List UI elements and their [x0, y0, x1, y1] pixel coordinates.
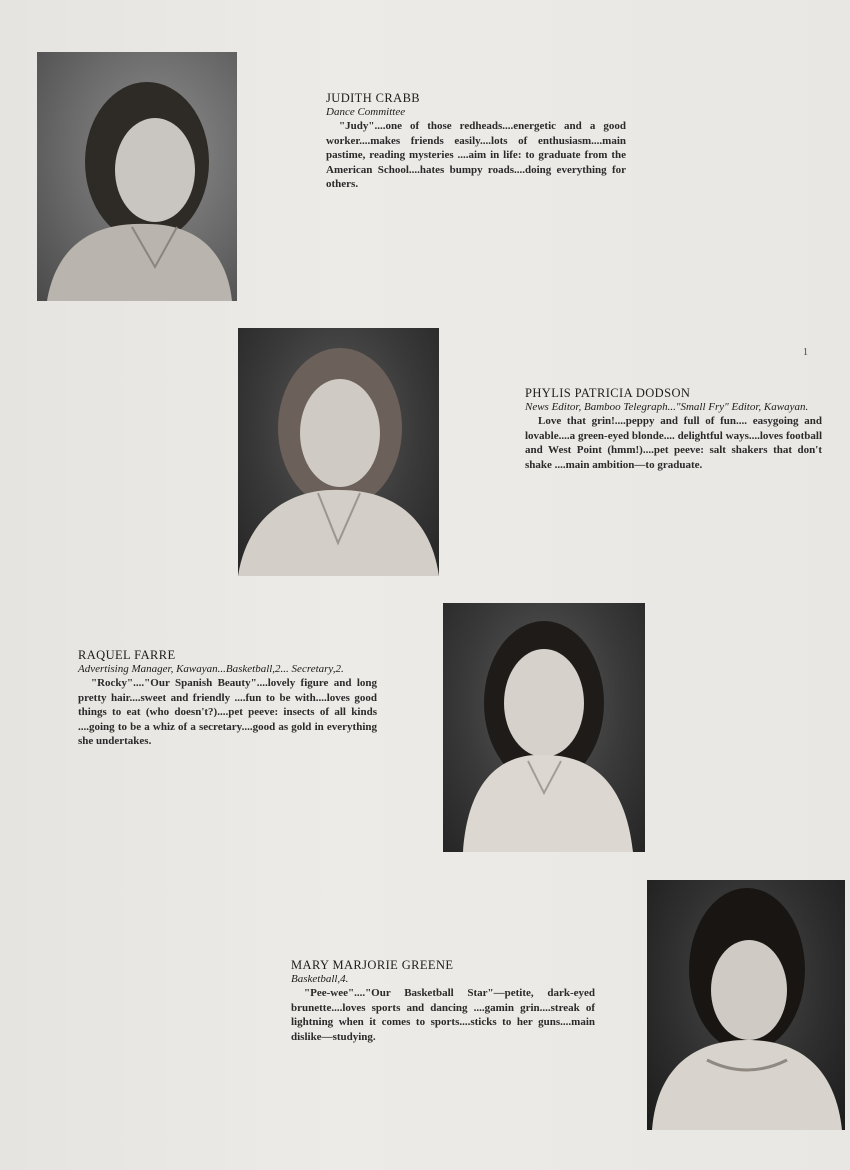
entry-bio: Love that grin!....peppy and full of fun.... easygoing and lovable....a green-eyed blonde.... delightful ways....loves football and West Point (hmm!)....pet peeve: salt shakers that don't shake ....main ambition—to graduate.	[525, 415, 822, 471]
entry-raquel-farre	[78, 648, 377, 749]
portrait-photo-judith-crabb	[37, 52, 237, 301]
entry-bio: "Pee-wee"...."Our Basketball Star"—petite, dark-eyed brunette....loves sports and dancing ....gamin grin....streak of lightning when it comes to sports....sticks to her guns....main dislike—studying.	[291, 987, 595, 1043]
entry-name: MARY MARJORIE GREENE	[291, 958, 454, 972]
entry-name: PHYLIS PATRICIA DODSON	[525, 386, 691, 400]
entry-roles: Advertising Manager, Kawayan...Basketball,2... Secretary,2.	[78, 663, 344, 675]
entry-name: JUDITH CRABB	[326, 91, 421, 105]
entry-phylis-dodson	[525, 386, 822, 472]
entry-bio: "Judy"....one of those redheads....energetic and a good worker....makes friends easily....lots of enthusiasm....main pastime, reading mysteries ....aim in life: to graduate from the American School....hates bumpy roads....doing everything for others.	[326, 120, 626, 191]
portrait-photo-raquel-farre	[443, 603, 645, 852]
entry-roles: News Editor, Bamboo Telegraph..."Small Fry" Editor, Kawayan.	[525, 401, 809, 413]
portrait-photo-phylis-dodson	[238, 328, 439, 576]
entry-mary-greene	[291, 958, 595, 1044]
entry-judith-crabb	[326, 91, 626, 192]
entry-roles: Basketball,4.	[291, 973, 349, 985]
portrait-photo-mary-greene	[647, 880, 845, 1130]
entry-roles: Dance Committee	[326, 106, 406, 118]
entry-name: RAQUEL FARRE	[78, 648, 176, 662]
page-mark: 1	[803, 347, 808, 358]
entry-bio: "Rocky"...."Our Spanish Beauty"....lovely figure and long pretty hair....sweet and friendly ....fun to be with....loves good things to eat (who doesn't?)....pet peeve: insects of all kinds ....going to be a whiz of a secretary....good as gold in everything she undertakes.	[78, 677, 377, 748]
